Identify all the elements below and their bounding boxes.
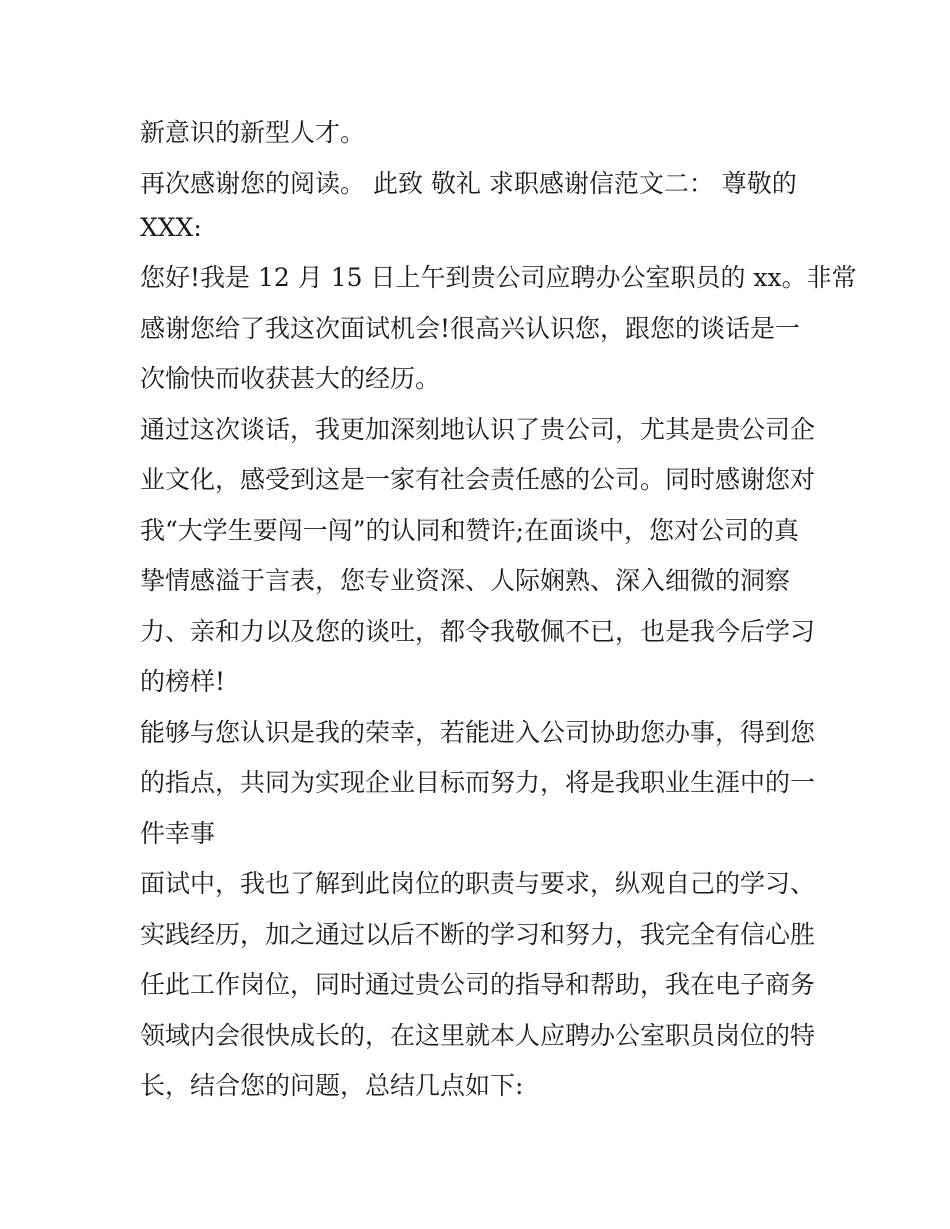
text-line: 次愉快而收获甚大的经历。 <box>140 364 441 393</box>
text-line: 长，结合您的问题，总结几点如下: <box>140 1071 524 1100</box>
text-line: 我“大学生要闯一闯”的认同和赞许;在面谈中，您对公司的真 <box>140 515 799 545</box>
text-line: 任此工作岗位，同时通过贵公司的指导和帮助，我在电子商务 <box>140 970 816 999</box>
text-line: 挚情感溢于言表，您专业资深、人际娴熟、深入细微的洞察 <box>140 566 791 595</box>
text-line: 件幸事 <box>140 818 216 848</box>
text-line: 的榜样! <box>140 667 226 696</box>
text-line: 新意识的新型人才。 <box>140 118 366 147</box>
text-line: 能够与您认识是我的荣幸，若能进入公司协助您办事，得到您 <box>140 717 816 747</box>
text-line: 面试中，我也了解到此岗位的职责与要求，纵观自己的学习、 <box>140 869 816 898</box>
text-line: 力、亲和力以及您的谈吐，都令我敬佩不已，也是我今后学习 <box>140 616 816 646</box>
text-line: 通过这次谈话，我更加深刻地认识了贵公司，尤其是贵公司企 <box>140 414 816 444</box>
text-line: 实践经历，加之通过以后不断的学习和努力，我完全有信心胜 <box>140 919 816 949</box>
text-line: 业文化，感受到这是一家有社会责任感的公司。同时感谢您对 <box>140 465 816 494</box>
text-line: XXX: <box>140 212 202 242</box>
text-line: 感谢您给了我这次面试机会!很高兴认识您，跟您的谈话是一 <box>140 313 801 343</box>
letter-body <box>140 108 857 1112</box>
text-line: 再次感谢您的阅读。 此致 敬礼 求职感谢信范文二： 尊敬的 <box>140 168 797 198</box>
text-line: 的指点，共同为实现企业目标而努力，将是我职业生涯中的一 <box>140 768 816 797</box>
text-line: 您好!我是 12 月 15 日上午到贵公司应聘办公室职员的 xx。非常 <box>140 263 857 292</box>
text-line: 领域内会很快成长的，在这里就本人应聘办公室职员岗位的特 <box>140 1020 816 1050</box>
